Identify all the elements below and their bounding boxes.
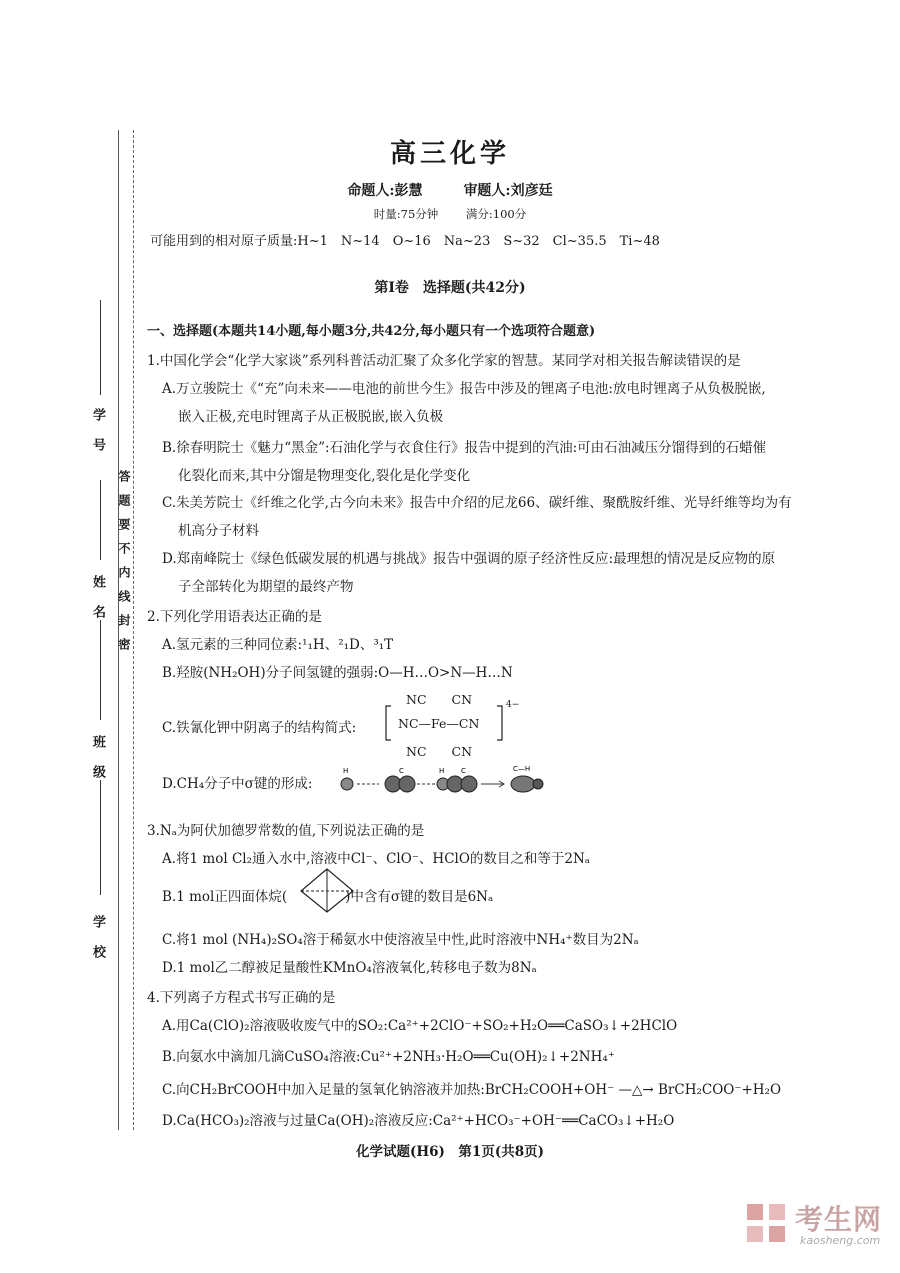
q1-option-b-cont: 化裂化而来,其中分馏是物理变化,裂化是化学变化 [178,468,471,484]
q3-stem: 3.Nₐ为阿伏加德罗常数的值,下列说法正确的是 [147,823,425,839]
class-blank [100,620,101,720]
q1-option-c-cont: 机高分子材料 [178,523,259,539]
q3-option-d: D.1 mol乙二醇被足量酸性KMnO₄溶液氧化,转移电子数为8Nₐ [162,960,537,976]
q4-option-c: C.向CH₂BrCOOH中加入足量的氢氧化钠溶液并加热:BrCH₂COOH+OH⁻ —△→ BrCH₂COO⁻+H₂O [162,1082,782,1098]
q1-option-a: A.万立骏院士《“充”向未来——电池的前世今生》报告中涉及的锂离子电池:放电时锂离子从负极脱嵌, [162,381,766,397]
q2-option-a-text: A.氢元素的三种同位素: [162,637,303,653]
q4-option-a: A.用Ca(ClO)₂溶液吸收废气中的SO₂:Ca²⁺+2ClO⁻+SO₂+H₂O══CaSO₃↓+2HClO [162,1018,678,1034]
q3-option-a: A.将1 mol Cl₂通入水中,溶液中Cl⁻、ClO⁻、HClO的数目之和等于2Nₐ [162,851,591,867]
q2-stem: 2.下列化学用语表达正确的是 [147,609,322,625]
kaosheng-logo-icon [745,1202,789,1246]
atomic-masses: 可能用到的相对原子质量:H~1 N~14 O~16 Na~23 S~32 Cl~35.5 Ti~48 [150,234,660,249]
q3-option-b-pre: B.1 mol正四面体烷( [162,889,288,905]
class-label: 班 级 [90,735,105,780]
school-label: 学 校 [90,915,105,960]
orbital-label-h1: H [343,767,349,775]
orbital-label-ch: C—H [513,765,531,773]
watermark-brand: 考生网 [795,1203,883,1236]
ferricyanide-brackets [385,704,515,744]
ferricyanide-charge: 4− [506,700,520,710]
orbital-label-h2: H [439,767,445,775]
q1-option-d: D.郑南峰院士《绿色低碳发展的机遇与挑战》报告中强调的原子经济性反应:最理想的情况是反应物的原 [162,551,776,567]
ferricyanide-bottom: NC CN [406,744,473,759]
q4-stem: 4.下列离子方程式书写正确的是 [147,990,336,1006]
q2-option-a [162,633,393,653]
time-score-line [0,206,900,222]
orbital-label-c1: C [399,767,404,775]
volume-title: 第Ⅰ卷 选择题(共42分) [374,280,526,296]
q1-stem: 1.中国化学会“化学大家谈”系列科普活动汇聚了众多化学家的智慧。某同学对相关报告解读错误的是 [147,353,741,369]
name-label: 姓 名 [90,575,105,620]
page-footer: 化学试题(H6) 第1页(共8页) [356,1144,544,1160]
full-score: 满分:100分 [465,207,527,221]
reviewer: 审题人:刘彦廷 [463,183,553,199]
q2-option-d: D.CH₄分子中σ键的形成: [162,776,313,792]
page-title: 高三化学 [389,139,510,169]
q4-option-d: D.Ca(HCO₃)₂溶液与过量Ca(OH)₂溶液反应:Ca²⁺+HCO₃⁻+OH⁻══CaCO₃↓+H₂O [162,1113,675,1129]
school-blank [100,780,101,895]
name-blank [100,480,101,560]
sigma-bond-orbital-diagram [335,764,550,796]
watermark-url: kaosheng.com [800,1234,881,1247]
q2-option-b: B.羟胺(NH₂OH)分子间氢键的强弱:O—H…O>N—H…N [162,665,513,681]
tetrahedrane-structure [297,866,357,916]
ferricyanide-center: NC—Fe—CN [398,716,480,731]
seal-warning-text: 答 题 要 不 内 线 封 密 [117,470,131,650]
orbital-label-c2: C [461,767,466,775]
ferricyanide-top: NC CN [406,692,473,707]
section-heading: 一、选择题(本题共14小题,每小题3分,共42分,每小题只有一个选项符合题意) [147,324,596,339]
author: 命题人:彭慧 [347,183,423,199]
q3-option-b-post: )中含有σ键的数目是6Nₐ [345,889,494,905]
q1-option-c: C.朱美芳院士《纤维之化学,古今向未来》报告中介绍的尼龙66、碳纤维、聚酰胺纤维、光导纤维等均为有 [162,495,792,511]
q1-option-a-cont: 嵌入正极,充电时锂离子从正极脱嵌,嵌入负极 [178,409,444,425]
student-id-label: 学 号 [90,408,105,453]
time-limit: 时量:75分钟 [373,207,439,221]
q1-option-d-cont: 子全部转化为期望的最终产物 [178,579,354,595]
q2-isotopes: ¹₁H、²₁D、³₁T [302,637,394,653]
student-id-blank [100,300,101,395]
author-line [0,180,900,200]
q3-option-c: C.将1 mol (NH₄)₂SO₄溶于稀氨水中使溶液呈中性,此时溶液中NH₄⁺数目为2Nₐ [162,932,639,948]
q1-option-b: B.徐春明院士《魅力“黑金”:石油化学与衣食住行》报告中提到的汽油:可由石油减压分馏得到的石蜡催 [162,440,767,456]
q4-option-b: B.向氨水中滴加几滴CuSO₄溶液:Cu²⁺+2NH₃·H₂O══Cu(OH)₂↓+2NH₄⁺ [162,1049,615,1065]
q2-option-c: C.铁氰化钾中阴离子的结构简式: [162,720,357,736]
